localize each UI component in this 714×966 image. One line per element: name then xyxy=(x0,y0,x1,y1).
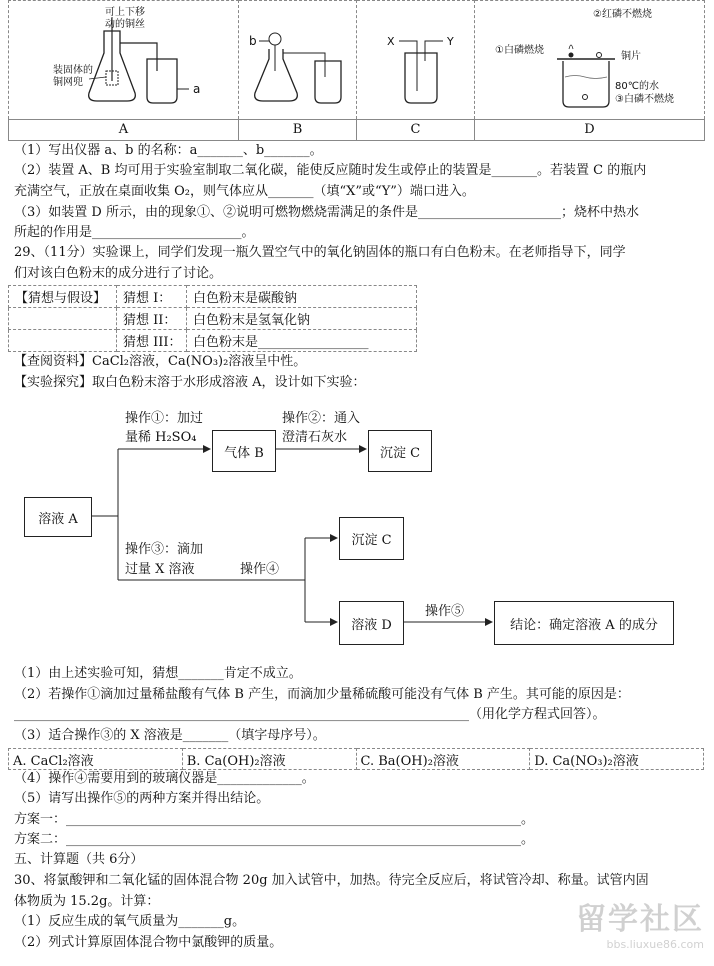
apparatus-b-cell xyxy=(239,1,357,120)
flow-op1-line2: 量稀 H₂SO₄ xyxy=(125,430,197,445)
guess-3-text: 白色粉末是_________________ xyxy=(187,330,417,352)
q30-line2: 体物质为 15.2g。计算： xyxy=(14,894,160,909)
caption-white-phosphorus-burn: ①白磷燃烧 xyxy=(495,45,544,56)
q30-sub1: （1）反应生成的氧气质量为_______g。 xyxy=(14,914,246,929)
apparatus-table xyxy=(8,0,705,141)
caption-a: a xyxy=(193,82,201,96)
label-d: D xyxy=(475,120,705,141)
caption-copper-mesh: 装固体的 铜网兜 xyxy=(53,65,93,88)
hypothesis-empty-1 xyxy=(9,308,117,330)
apparatus-c-drawing xyxy=(357,1,475,119)
q29-intro1: 29、（11分）实验课上，同学们发现一瓶久置空气中的氧化钠固体的瓶口有白色粉末。在老师指导下，同学 xyxy=(14,245,626,260)
hypothesis-table xyxy=(8,285,417,352)
label-c: C xyxy=(357,120,475,141)
caption-x: X xyxy=(387,35,395,48)
section-5-title: 五、计算题（共 6分） xyxy=(14,852,144,867)
flow-gas-b: 气体 B xyxy=(212,430,276,472)
flow-precipitate-c-1: 沉淀 C xyxy=(368,430,432,472)
caption-white-phosphorus-no-burn: ③白磷不燃烧 xyxy=(615,94,674,105)
flow-op2-line2: 澄清石灰水 xyxy=(282,430,348,445)
q29-sub2: （2）若操作①滴加过量稀盐酸有气体 B 产生，而滴加少量稀硫酸可能没有气体 B 产生。其可能的原因是： xyxy=(14,687,630,702)
flow-op5: 操作⑤ xyxy=(425,604,465,619)
option-c: C. Ba(OH)₂溶液 xyxy=(356,749,530,770)
caption-copper-sheet: 铜片 xyxy=(621,51,641,62)
flow-op3-line1: 操作③：滴加 xyxy=(125,542,204,557)
apparatus-a-cell xyxy=(9,1,239,120)
q29-sub4: （4）操作④需要用到的玻璃仪器是_____________。 xyxy=(14,771,315,786)
caption-red-phosphorus: ②红磷不燃烧 xyxy=(593,9,652,20)
flow-precipitate-c-2: 沉淀 C xyxy=(339,517,404,560)
option-a: A. CaCl₂溶液 xyxy=(9,749,183,770)
flow-op4: 操作④ xyxy=(240,562,280,577)
apparatus-b-drawing xyxy=(239,1,357,119)
q29-intro2: 们对该白色粉末的成分进行了讨论。 xyxy=(14,266,223,281)
guess-1-text: 白色粉末是碳酸钠 xyxy=(187,286,417,308)
watermark xyxy=(554,902,704,962)
guess-3-name: 猜想 III： xyxy=(117,330,187,352)
flow-conclusion: 结论：确定溶液 A 的成分 xyxy=(494,601,674,645)
q29-info: 【查阅资料】CaCl₂溶液，Ca(NO₃)₂溶液呈中性。 xyxy=(14,354,307,369)
q29-sub3: （3）适合操作③的 X 溶液是_______（填字母序号）。 xyxy=(14,728,326,743)
watermark-url: bbs.liuxue86.com xyxy=(606,938,704,951)
flow-solution-a: 溶液 A xyxy=(24,497,92,537)
flow-solution-d: 溶液 D xyxy=(339,601,404,645)
q29-sub2b: ______________________________________________________________________（用化学方程式回答）。 xyxy=(14,707,606,722)
apparatus-d-cell xyxy=(475,1,705,120)
q28-line3: 充满空气，正放在桌面收集 O₂，则气体应从_______（填“X”或“Y”）端口进入。 xyxy=(14,184,475,199)
caption-hot-water: 80℃的水 xyxy=(615,81,659,92)
q28-line5: 所起的作用是_______________________。 xyxy=(14,225,255,240)
q29-explore: 【实验探究】取白色粉末溶于水形成溶液 A，设计如下实验： xyxy=(14,375,366,390)
guess-1-name: 猜想 I： xyxy=(117,286,187,308)
flow-op2-line1: 操作②：通入 xyxy=(282,411,361,426)
q30-sub2: （2）列式计算原固体混合物中氯酸钾的质量。 xyxy=(14,935,283,950)
watermark-main: 留学社区 xyxy=(576,902,704,937)
flow-op3-line2: 过量 X 溶液 xyxy=(125,562,195,577)
guess-2-text: 白色粉末是氢氧化钠 xyxy=(187,308,417,330)
q28-line1: （1）写出仪器 a、b 的名称：a_______、b_______。 xyxy=(14,143,323,158)
label-b: B xyxy=(239,120,357,141)
apparatus-c-cell xyxy=(357,1,475,120)
flow-op1-line1: 操作①：加过 xyxy=(125,411,204,426)
option-d: D. Ca(NO₃)₂溶液 xyxy=(530,749,704,770)
label-a: A xyxy=(9,120,239,141)
guess-2-name: 猜想 II： xyxy=(117,308,187,330)
option-b: B. Ca(OH)₂溶液 xyxy=(182,749,356,770)
q29-sub1: （1）由上述实验可知，猜想_______肯定不成立。 xyxy=(14,666,302,681)
q28-line4: （3）如装置 D 所示，由的现象①、②说明可燃物燃烧需满足的条件是______________________；烧杯中热水 xyxy=(14,205,639,220)
q29-plan2: 方案二：______________________________________________________________________。 xyxy=(14,832,535,847)
caption-y: Y xyxy=(447,35,454,48)
hypothesis-empty-2 xyxy=(9,330,117,352)
caption-b: b xyxy=(249,34,257,48)
q29-sub5: （5）请写出操作⑤的两种方案并得出结论。 xyxy=(14,791,270,806)
q30-line1: 30、将氯酸钾和二氧化锰的固体混合物 20g 加入试管中，加热。待完全反应后，将试管冷却、称量。试管内固 xyxy=(14,873,649,888)
q29-plan1: 方案一：______________________________________________________________________。 xyxy=(14,812,535,827)
options-table xyxy=(8,748,704,770)
caption-copper-wire: 可上下移 动的铜丝 xyxy=(105,7,145,30)
q28-line2: （2）装置 A、B 均可用于实验室制取二氧化碳，能使反应随时发生或停止的装置是_______。若装置 C 的瓶内 xyxy=(14,163,647,178)
hypothesis-header: 【猜想与假设】 xyxy=(9,286,117,308)
